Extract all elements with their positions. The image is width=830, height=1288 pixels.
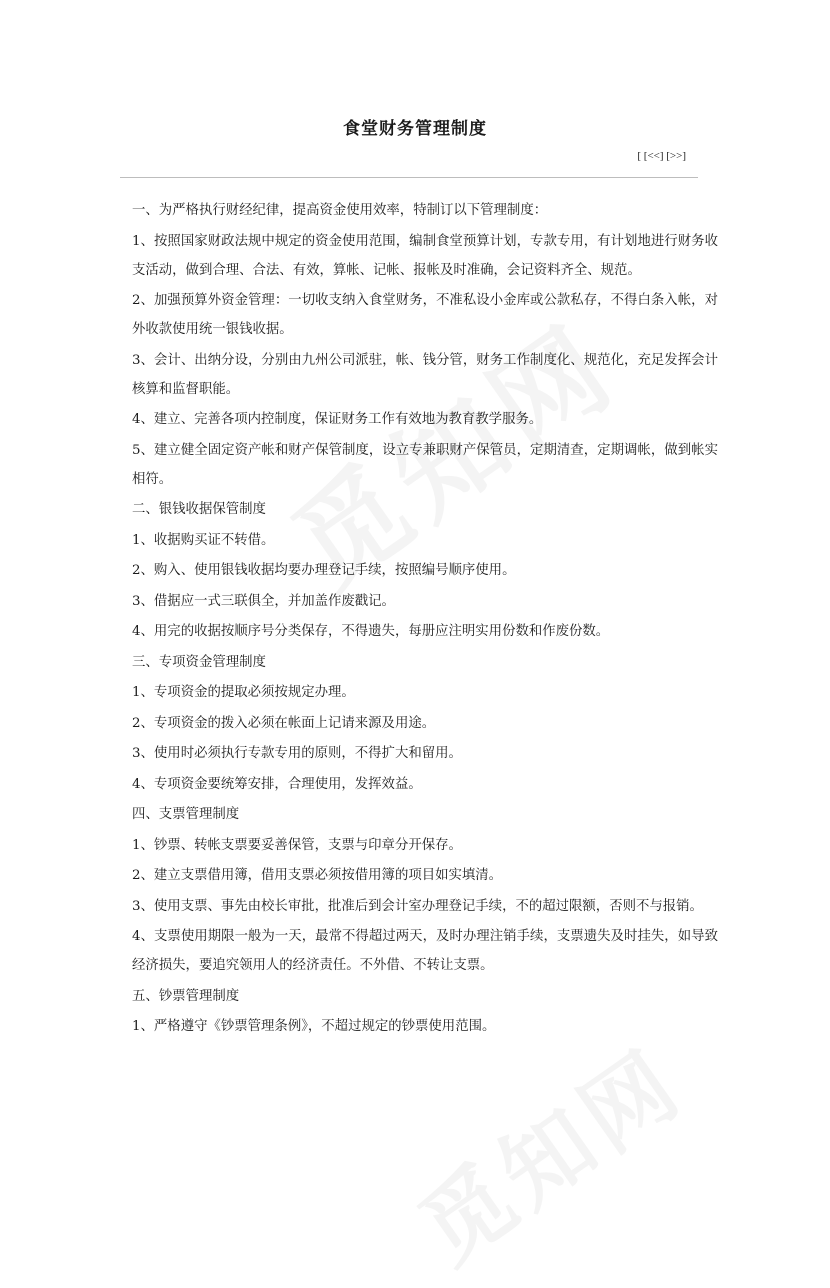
section-heading: 四、支票管理制度: [132, 807, 240, 822]
section-heading: 二、银钱收据保管制度: [132, 502, 266, 517]
clause-paragraph: 1、按照国家财政法规中规定的资金使用范围，编制食堂预算计划，专款专用，有计划地进行财务收支活动，做到合理、合法、有效，算帐、记帐、报帐及时准确，会记资料齐全、规范。: [132, 233, 718, 278]
nav-prev-link[interactable]: [<<]: [643, 150, 664, 162]
header-divider: [120, 177, 698, 178]
clause-paragraph: 3、借据应一式三联俱全，并加盖作废戳记。: [132, 593, 395, 609]
clause-paragraph: 2、建立支票借用簿，借用支票必须按借用簿的项目如实填清。: [132, 868, 503, 883]
clause-paragraph: 4、专项资金要统筹安排，合理使用，发挥效益。: [132, 776, 422, 792]
clause-paragraph: 1、专项资金的提取必须按规定办理。: [132, 685, 355, 700]
nav-next-link[interactable]: [>>]: [666, 150, 686, 162]
clause-paragraph: 3、使用时必须执行专款专用的原则，不得扩大和留用。: [132, 746, 462, 761]
document-body: [132, 196, 718, 1043]
clause-paragraph: 2、购入、使用银钱收据均要办理登记手续，按照编号顺序使用。: [132, 563, 516, 578]
document-title: 食堂财务管理制度: [343, 119, 487, 139]
nav-open-bracket: [: [637, 150, 642, 162]
clause-paragraph: 4、支票使用期限一般为一天，最常不得超过两天，及时办理注销手续，支票遗失及时挂失，如导致经济损失，要追究领用人的经济责任。不外借、不转让支票。: [132, 929, 718, 973]
section-heading: 一、为严格执行财经纪律，提高资金使用效率，特制订以下管理制度：: [132, 203, 548, 218]
clause-paragraph: 3、会计、出纳分设，分别由九州公司派驻，帐、钱分管，财务工作制度化、规范化，充足发挥会计核算和监督职能。: [132, 352, 718, 397]
section-heading: 三、专项资金管理制度: [132, 654, 266, 670]
clause-paragraph: 4、建立、完善各项内控制度，保证财务工作有效地为教育教学服务。: [132, 412, 543, 427]
clause-paragraph: 1、收据购买证不转借。: [132, 532, 275, 548]
clause-paragraph: 4、用完的收据按顺序号分类保存，不得遗失，每册应注明实用份数和作废份数。: [132, 624, 610, 639]
clause-paragraph: 2、加强预算外资金管理：一切收支纳入食堂财务，不准私设小金库或公款私存，不得白条入帐，对外收款使用统一银钱收据。: [132, 293, 718, 337]
clause-paragraph: 1、钞票、转帐支票要妥善保管，支票与印章分开保存。: [132, 837, 462, 853]
clause-paragraph: 5、建立健全固定资产帐和财产保管制度，设立专兼职财产保管员，定期清查，定期调帐，做到帐实相符。: [132, 442, 718, 487]
clause-paragraph: 1、严格遵守《钞票管理条例》，不超过规定的钞票使用范围。: [132, 1019, 496, 1034]
clause-paragraph: 2、专项资金的拨入必须在帐面上记请来源及用途。: [132, 715, 436, 731]
page-navigation: [637, 150, 686, 162]
clause-paragraph: 3、使用支票、事先由校长审批，批准后到会计室办理登记手续，不的超过限额，否则不与报销。: [132, 898, 703, 914]
watermark-text: [389, 1012, 704, 1287]
section-heading: 五、钞票管理制度: [132, 988, 240, 1004]
